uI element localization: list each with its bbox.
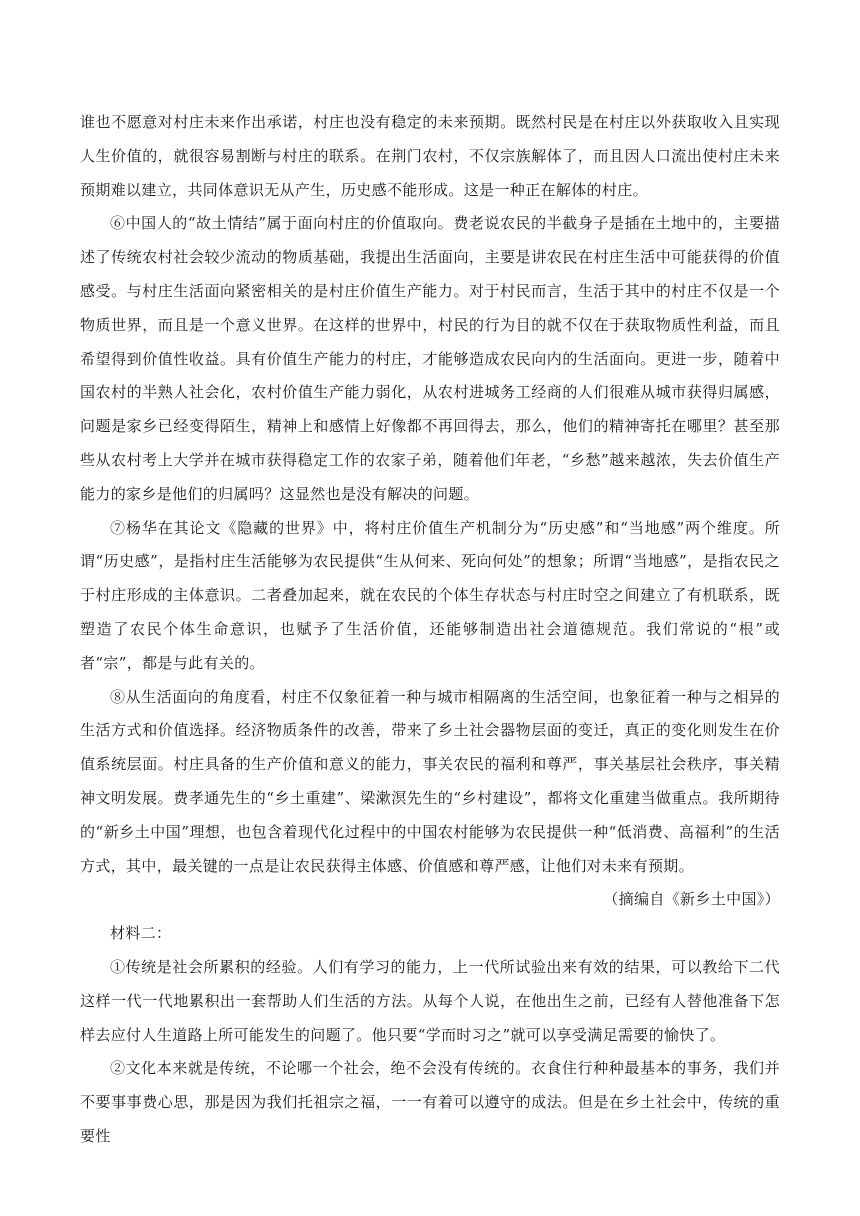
- paragraph-8: ⑧从生活面向的角度看，村庄不仅象征着一种与城市相隔离的生活空间，也象征着一种与之相异的生活方式和价值选择。经济物质条件的改善，带来了乡土社会器物层面的变迁，真正的变化则发生在价值系统层面。村庄具备的生产价值和意义的能力，事关农民的福利和尊严，事关基层社会秩序，事关精神文明发展。费孝通先生的“乡土重建”、梁漱溟先生的“乡村建设”，都将文化重建当做重点。我所期待的“新乡土中国”理想，也包含着现代化过程中的中国农村能够为农民提供一种“低消费、高福利”的生活方式，其中，最关键的一点是让农民获得主体感、价值感和尊严感，让他们对未来有预期。: [80, 687, 780, 875]
- paragraph-6: ⑥中国人的“故土情结”属于面向村庄的价值取向。费老说农民的半截身子是插在土地中的，主要描述了传统农村社会较少流动的物质基础，我提出生活面向，主要是讲农民在村庄生活中可能获得的价值感受。与村庄生活面向紧密相关的是村庄价值生产能力。对于村民而言，生活于其中的村庄不仅是一个物质世界，而且是一个意义世界。在这样的世界中，村民的行为目的就不仅在于获取物质性利益，而且希望得到价值性收益。具有价值生产能力的村庄，才能够造成农民向内的生活面向。更进一步，随着中国农村的半熟人社会化，农村价值生产能力弱化，从农村进城务工经商的人们很难从城市获得归属感，问题是家乡已经变得陌生，精神上和感情上好像都不再回得去，那么，他们的精神寄托在哪里？甚至那些从农村考上大学并在城市获得稳定工作的农家子弟，随着他们年老，“乡愁”越来越浓，失去价值生产能力的家乡是他们的归属吗？这显然也是没有解决的问题。: [80, 214, 780, 503]
- material-2-paragraph-1: ①传统是社会所累积的经验。人们有学习的能力，上一代所试验出来有效的结果，可以教给下二代这样一代一代地累积出一套帮助人们生活的方法。从每个人说，在他出生之前，已经有人替他准备下怎样去应付人生道路上所可能发生的问题了。他只要“学而时习之”就可以享受满足需要的愉快了。: [80, 957, 780, 1044]
- material-2-paragraph-2: ②文化本来就是传统，不论哪一个社会，绝不会没有传统的。衣食住行种种最基本的事务，我们并不要事事费心思，那是因为我们托祖宗之福，一一有着可以遵守的成法。但是在乡土社会中，传统的重要性: [80, 1059, 780, 1145]
- document-page: [80, 106, 780, 1154]
- paragraph-7: ⑦杨华在其论文《隐藏的世界》中，将村庄价值生产机制分为“历史感”和“当地感”两个维度。所谓“历史感”，是指村庄生活能够为农民提供“生从何来、死向何处”的想象；所谓“当地感”，是指农民之于村庄形成的主体意识。二者叠加起来，就在农民的个体生存状态与村庄时空之间建立了有机联系，既塑造了农民个体生命意识，也赋予了生活价值，还能够制造出社会道德规范。我们常说的“根”或者“宗”，都是与此有关的。: [80, 518, 780, 672]
- material-2-label: 材料二：: [110, 924, 172, 943]
- paragraph-continuation: 谁也不愿意对村庄未来作出承诺，村庄也没有稳定的未来预期。既然村民是在村庄以外获取收入且实现人生价值的，就很容易割断与村庄的联系。在荆门农村，不仅宗族解体了，而且因人口流出使村庄未来预期难以建立，共同体意识无从产生，历史感不能形成。这是一种正在解体的村庄。: [80, 113, 780, 199]
- source-citation: （摘编自《新乡土中国》）: [603, 890, 780, 909]
